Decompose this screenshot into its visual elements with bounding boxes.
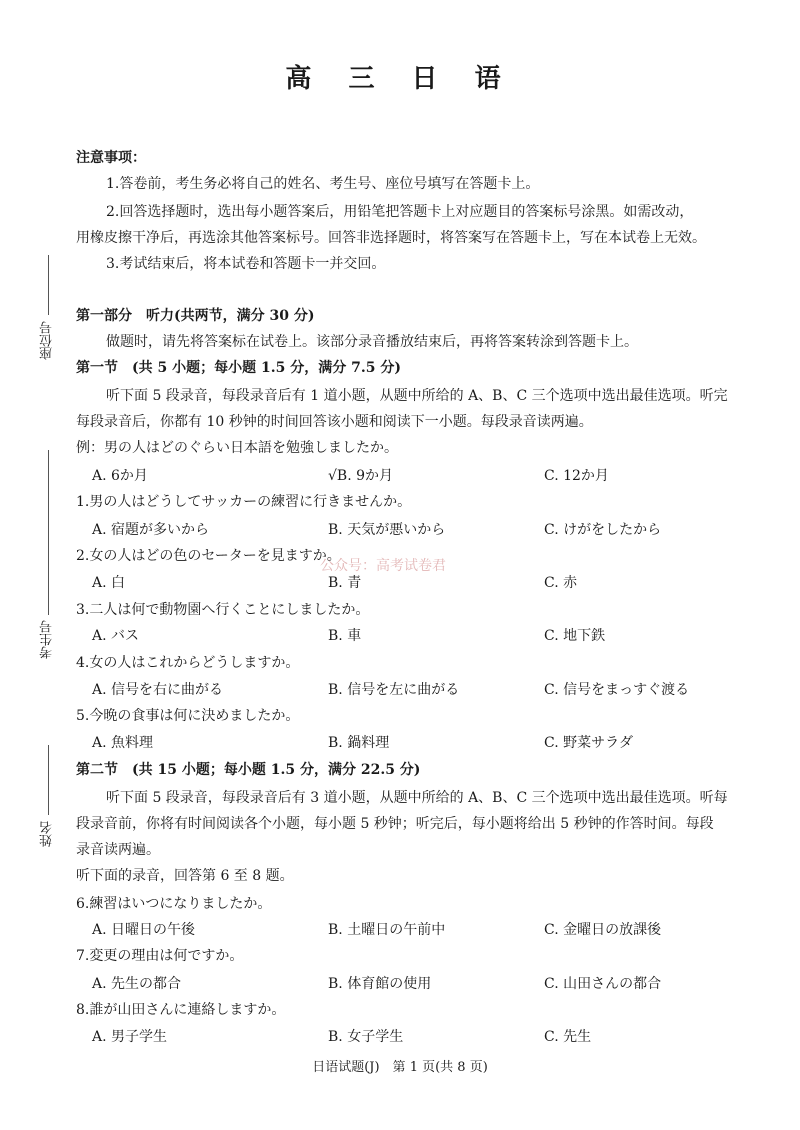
question-7: 7.変更の理由は何ですか。 <box>76 948 244 964</box>
section1-instruction: 每段录音后，你都有 10 秒钟的时间回答该小题和阅读下一小题。每段录音读两遍。 <box>76 414 593 430</box>
option-c: C. 12か月 <box>544 468 609 484</box>
question-8: 8.誰が山田さんに連絡しますか。 <box>76 1002 286 1018</box>
option-a: A. 日曜日の午後 <box>92 922 196 938</box>
option-a: A. 6か月 <box>92 468 148 484</box>
exam-number-label: 考生号 <box>40 620 55 659</box>
question-5-options <box>76 733 756 753</box>
question-2: 2.女の人はどの色のセーターを見ますか。 <box>76 548 341 564</box>
watermark: 公众号：高考试卷君 <box>320 558 446 574</box>
question-3: 3.二人は何で動物園へ行くことにしましたか。 <box>76 602 370 618</box>
question-3-options <box>76 626 756 646</box>
option-a: A. バス <box>92 628 140 644</box>
option-a: A. 宿題が多いから <box>92 522 210 538</box>
group-note: 听下面的录音，回答第 6 至 8 题。 <box>76 868 294 884</box>
option-a: A. 魚料理 <box>92 735 154 751</box>
question-4: 4.女の人はこれからどうしますか。 <box>76 655 300 671</box>
option-c: C. 金曜日の放課後 <box>544 922 662 938</box>
example-question: 例：男の人はどのぐらい日本語を勉強しましたか。 <box>76 440 398 456</box>
option-c: C. けがをしたから <box>544 522 662 538</box>
section1-instruction: 听下面 5 段录音，每段录音后有 1 道小题，从题中所给的 A、B、C 三个选项中选出最佳选项。听完 <box>106 388 728 404</box>
seat-number-line <box>48 255 49 315</box>
page-title: 高 三 日 语 <box>285 64 515 94</box>
name-field <box>40 745 56 855</box>
question-1-options <box>76 520 756 540</box>
part1-heading: 第一部分 听力(共两节，满分 30 分) <box>76 308 315 324</box>
option-b: B. 土曜日の午前中 <box>328 922 446 938</box>
option-a: A. 信号を右に曲がる <box>92 682 224 698</box>
section2-instruction: 段录音前，你将有时间阅读各个小题，每小题 5 秒钟；听完后，每小题将给出 5 秒钟的作答时间。每段 <box>76 816 714 832</box>
question-6-options <box>76 920 756 940</box>
option-c: C. 赤 <box>544 575 578 591</box>
option-c: C. 信号をまっすぐ渡る <box>544 682 690 698</box>
example-options <box>76 466 756 486</box>
notice-item: 2.回答选择题时，选出每小题答案后，用铅笔把答题卡上对应题目的答案标号涂黑。如需改动， <box>106 204 694 220</box>
option-c: C. 山田さんの都合 <box>544 976 662 992</box>
question-5: 5.今晩の食事は何に決めましたか。 <box>76 708 300 724</box>
name-line <box>48 745 49 815</box>
notice-item: 1.答卷前，考生务必将自己的姓名、考生号、座位号填写在答题卡上。 <box>106 176 540 192</box>
part1-instruction: 做题时，请先将答案标在试卷上。该部分录音播放结束后，再将答案转涂到答题卡上。 <box>106 334 638 350</box>
option-b: B. 女子学生 <box>328 1029 404 1045</box>
notice-heading: 注意事项： <box>76 150 146 166</box>
section2-heading: 第二节 (共 15 小题；每小题 1.5 分，满分 22.5 分) <box>76 762 421 778</box>
section2-instruction: 听下面 5 段录音，每段录音后有 3 道小题，从题中所给的 A、B、C 三个选项中选出最佳选项。听每 <box>106 790 728 806</box>
question-6: 6.練習はいつになりましたか。 <box>76 896 272 912</box>
option-b: B. 車 <box>328 628 362 644</box>
question-8-options <box>76 1027 756 1047</box>
option-b: B. 信号を左に曲がる <box>328 682 460 698</box>
option-b: B. 鍋料理 <box>328 735 390 751</box>
seat-number-field <box>40 255 56 370</box>
question-7-options <box>76 974 756 994</box>
option-c: C. 先生 <box>544 1029 592 1045</box>
option-b: B. 天気が悪いから <box>328 522 446 538</box>
page-footer: 日语试题(J) 第 1 页(共 8 页) <box>312 1060 488 1075</box>
option-a: A. 男子学生 <box>92 1029 168 1045</box>
option-a: A. 先生の都合 <box>92 976 182 992</box>
notice-item: 3.考试结束后，将本试卷和答题卡一并交回。 <box>106 256 386 272</box>
exam-number-line <box>48 450 49 615</box>
option-b-checked: √B. 9か月 <box>328 468 394 484</box>
option-b: B. 体育館の使用 <box>328 976 432 992</box>
question-1: 1.男の人はどうしてサッカーの練習に行きませんか。 <box>76 494 412 510</box>
question-4-options <box>76 680 756 700</box>
option-b: B. 青 <box>328 575 362 591</box>
option-c: C. 野菜サラダ <box>544 735 633 751</box>
notice-item: 用橡皮擦干净后，再选涂其他答案标号。回答非选择题时，将答案写在答题卡上，写在本试卷上无效。 <box>76 230 706 246</box>
seat-number-label: 座位号 <box>40 321 55 360</box>
option-a: A. 白 <box>92 575 126 591</box>
section1-heading: 第一节 (共 5 小题；每小题 1.5 分，满分 7.5 分) <box>76 360 401 376</box>
question-2-options <box>76 573 756 593</box>
option-c: C. 地下鉄 <box>544 628 606 644</box>
exam-number-field <box>40 450 56 665</box>
section2-instruction: 录音读两遍。 <box>76 842 160 858</box>
name-label: 姓名 <box>40 821 55 847</box>
